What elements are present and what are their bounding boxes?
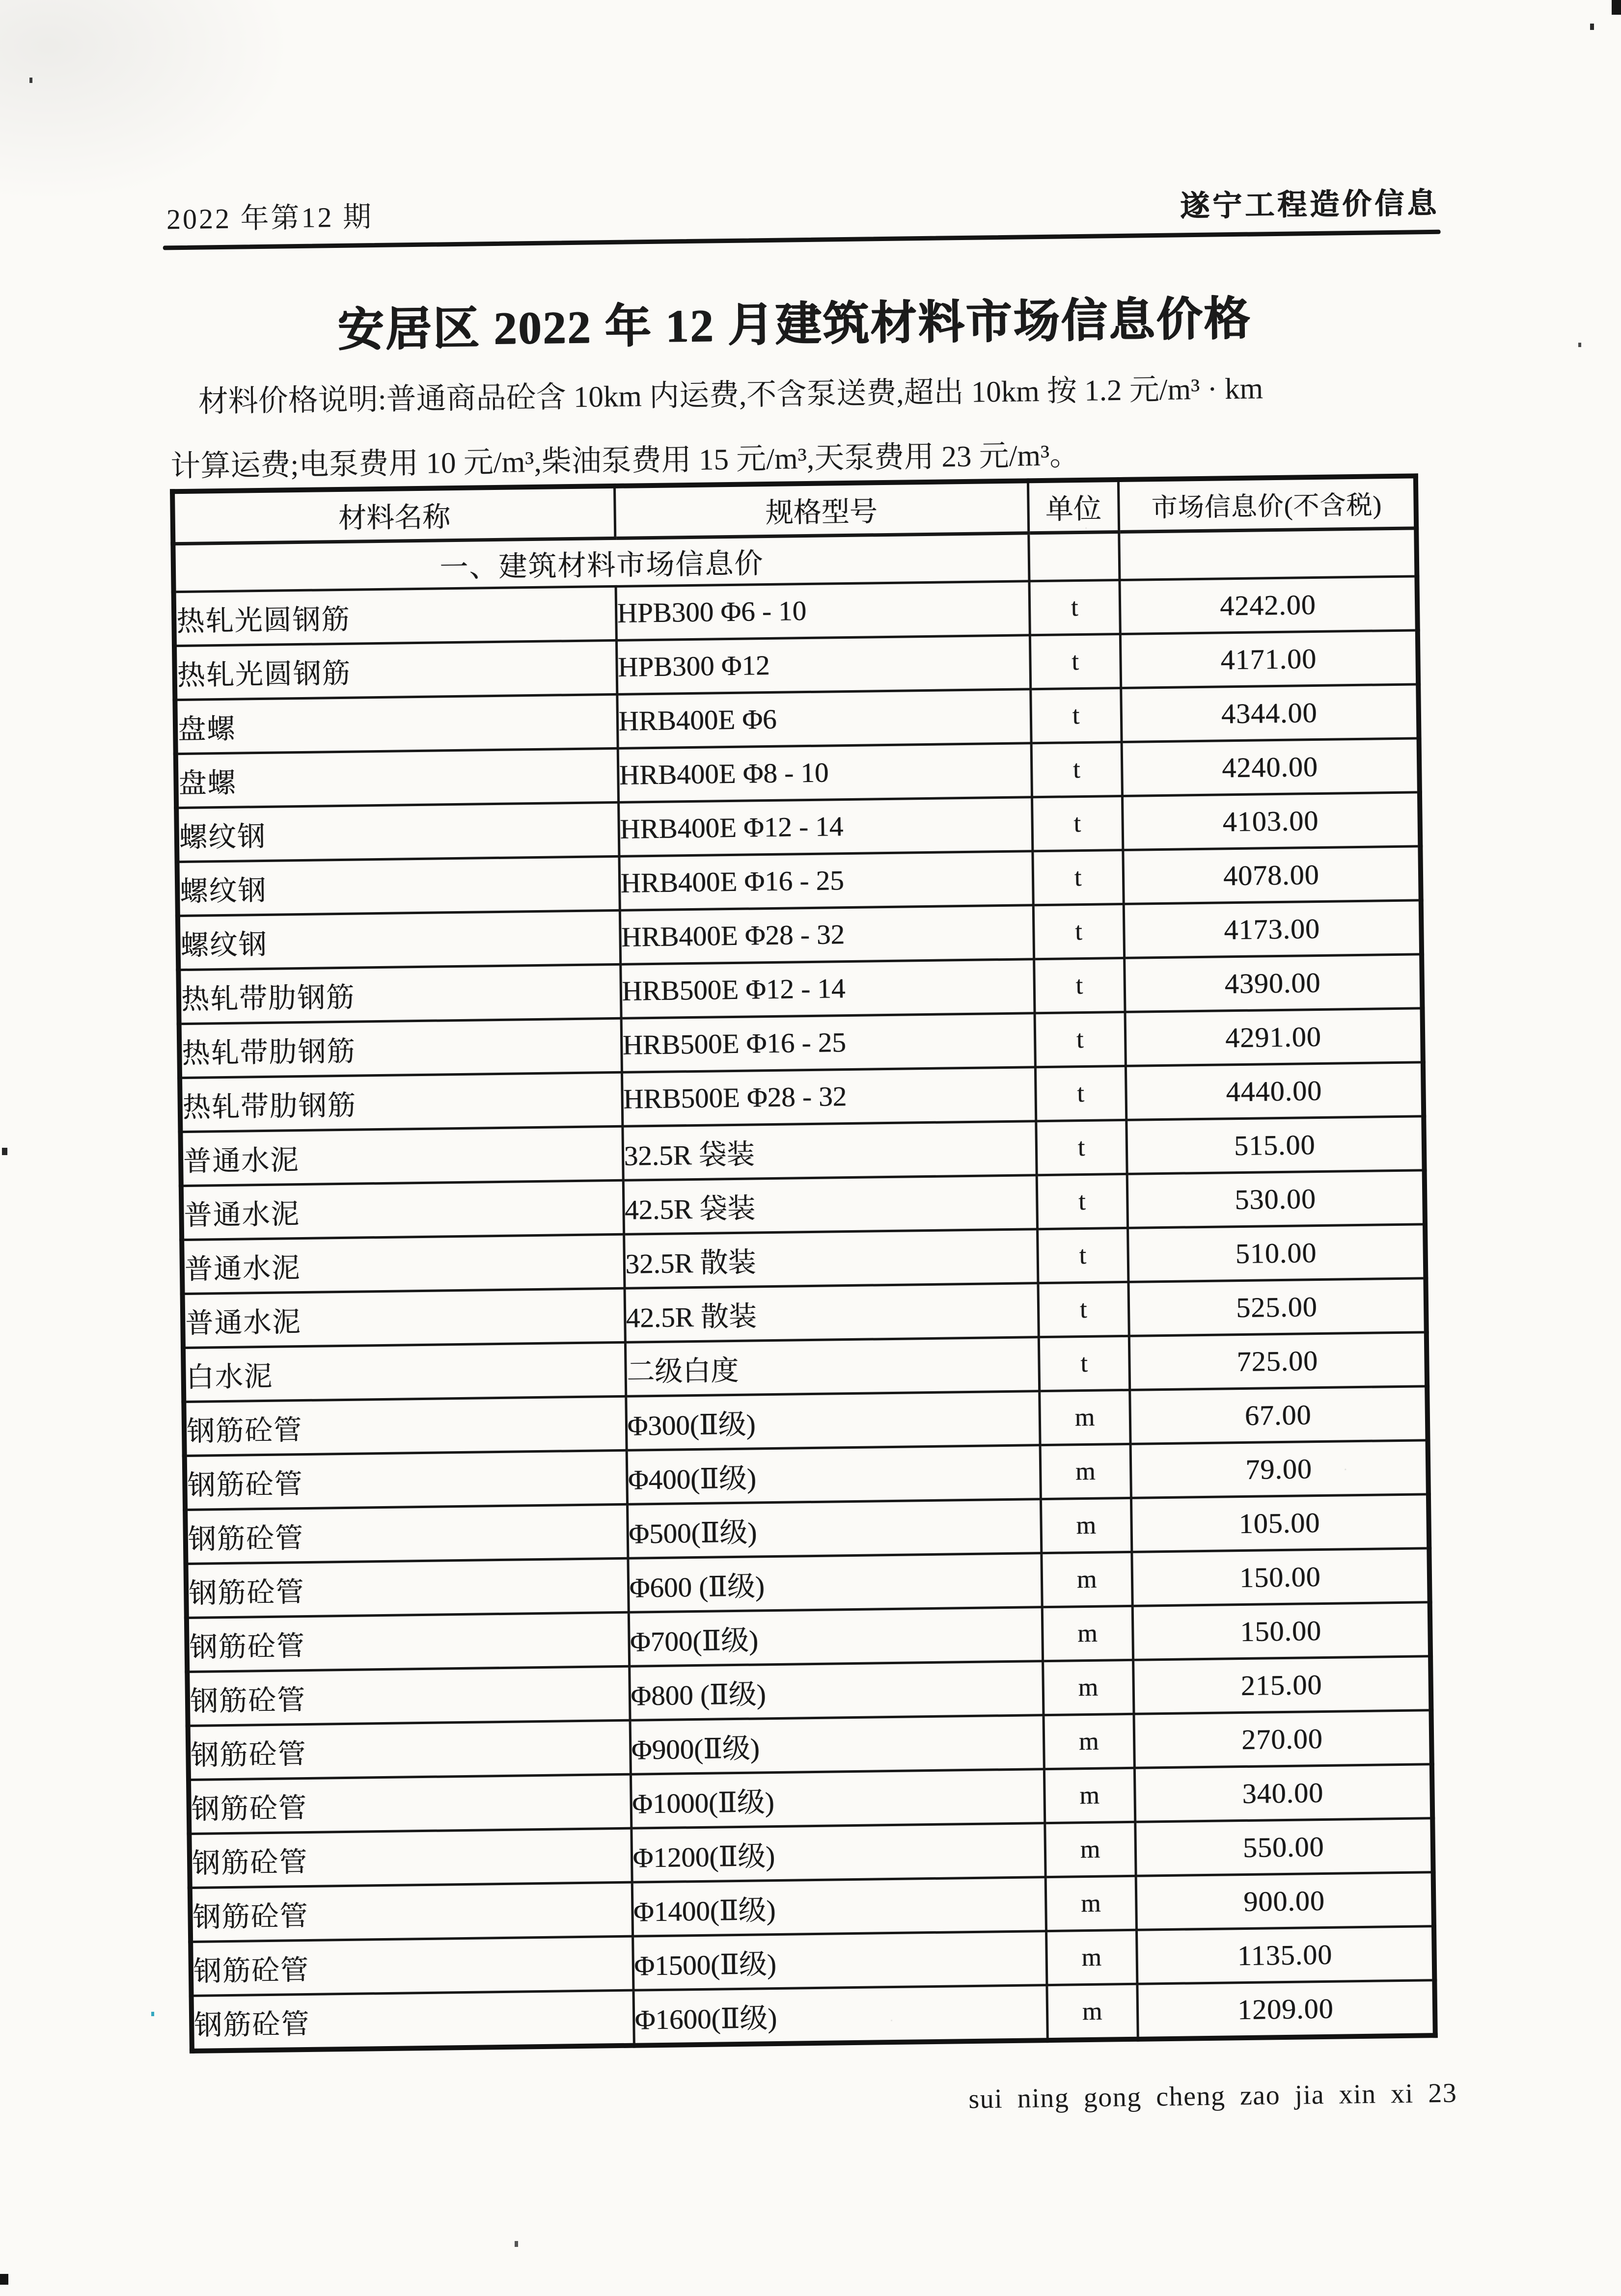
spec-cell: 42.5R 袋装	[623, 1175, 1037, 1235]
spec-cell: Φ1400(Ⅱ级)	[632, 1877, 1046, 1937]
cyan-speck	[151, 2012, 154, 2016]
price-cell: 4171.00	[1120, 630, 1418, 688]
material-name-cell: 热轧光圆钢筋	[174, 586, 616, 646]
price-cell: 1135.00	[1136, 1926, 1434, 1984]
spec-cell: HRB400E Φ12 - 14	[618, 797, 1032, 857]
material-name-cell: 钢筋砼管	[188, 1720, 631, 1780]
price-cell: 215.00	[1133, 1656, 1431, 1714]
unit-cell: m	[1044, 1768, 1135, 1823]
unit-cell: t	[1037, 1174, 1127, 1229]
price-cell: 340.00	[1134, 1764, 1432, 1822]
unit-cell: t	[1039, 1336, 1129, 1391]
material-name-cell: 普通水泥	[181, 1180, 624, 1240]
unit-cell: m	[1040, 1444, 1131, 1499]
unit-cell: m	[1044, 1822, 1135, 1877]
unit-cell: m	[1043, 1660, 1133, 1715]
unit-cell: t	[1033, 904, 1124, 959]
material-name-cell: 钢筋砼管	[190, 1882, 632, 1942]
spec-cell: Φ300(Ⅱ级)	[626, 1391, 1040, 1451]
material-name-cell: 钢筋砼管	[185, 1450, 627, 1510]
price-note-line-1: 材料价格说明:普通商品砼含 10km 内运费,不含泵送费,超出 10km 按 1.2 元/m³ · km	[198, 372, 1264, 419]
price-cell: 67.00	[1129, 1386, 1428, 1444]
spec-cell: Φ900(Ⅱ级)	[630, 1715, 1044, 1775]
price-cell: 4173.00	[1124, 900, 1422, 958]
ink-speck	[515, 2241, 518, 2247]
material-name-cell: 钢筋砼管	[191, 1936, 633, 1996]
column-header-unit: 单位	[1028, 480, 1119, 533]
scan-artifact-bottom-left	[0, 2274, 8, 2285]
spec-cell: 32.5R 散装	[624, 1229, 1038, 1289]
unit-cell: t	[1030, 634, 1121, 689]
price-cell: 105.00	[1131, 1494, 1429, 1552]
unit-cell: m	[1043, 1714, 1134, 1769]
material-name-cell: 热轧带肋钢筋	[178, 964, 621, 1024]
price-cell: 150.00	[1131, 1548, 1429, 1606]
unit-cell: m	[1039, 1390, 1130, 1445]
material-name-cell: 钢筋砼管	[185, 1504, 628, 1564]
material-name-cell: 盘螺	[176, 748, 618, 808]
materials-price-table	[170, 473, 1438, 2053]
unit-cell: m	[1041, 1552, 1132, 1607]
price-cell: 79.00	[1130, 1440, 1429, 1498]
price-cell: 510.00	[1127, 1224, 1426, 1282]
unit-cell: t	[1037, 1228, 1128, 1283]
unit-cell: m	[1046, 1984, 1137, 2040]
spec-cell: Φ1000(Ⅱ级)	[631, 1769, 1044, 1829]
page-title: 安居区 2022 年 12 月建筑材料市场信息价格	[337, 293, 1252, 356]
unit-cell: m	[1046, 1930, 1137, 1985]
spec-cell: HPB300 Φ6 - 10	[616, 581, 1030, 641]
table-body	[173, 528, 1435, 2051]
material-name-cell: 热轧带肋钢筋	[179, 1018, 622, 1078]
material-name-cell: 钢筋砼管	[192, 1990, 634, 2051]
price-cell: 900.00	[1136, 1872, 1434, 1930]
material-name-cell: 钢筋砼管	[184, 1396, 626, 1456]
unit-cell: t	[1031, 742, 1122, 797]
material-name-cell: 螺纹钢	[178, 910, 620, 970]
ink-speck-left-edge	[2, 1148, 7, 1155]
spec-cell: Φ500(Ⅱ级)	[627, 1499, 1041, 1559]
material-name-cell: 白水泥	[183, 1342, 626, 1402]
material-name-cell: 螺纹钢	[176, 802, 619, 862]
price-cell: 515.00	[1126, 1116, 1424, 1174]
ink-speck	[1590, 24, 1594, 30]
price-cell: 4390.00	[1124, 954, 1422, 1012]
spec-cell: Φ400(Ⅱ级)	[627, 1445, 1041, 1505]
column-header-spec: 规格型号	[614, 481, 1028, 538]
material-name-cell: 钢筋砼管	[187, 1612, 629, 1672]
unit-cell: t	[1036, 1120, 1126, 1175]
material-name-cell: 钢筋砼管	[187, 1666, 630, 1726]
unit-cell: t	[1032, 850, 1123, 905]
price-cell: 4103.00	[1122, 792, 1420, 850]
unit-cell: m	[1042, 1606, 1133, 1661]
ink-speck	[1578, 343, 1581, 347]
price-cell: 550.00	[1135, 1818, 1433, 1876]
price-cell: 525.00	[1128, 1278, 1426, 1336]
column-header-price: 市场信息价(不含税)	[1118, 476, 1416, 532]
material-name-cell: 普通水泥	[180, 1126, 623, 1186]
material-name-cell: 普通水泥	[183, 1288, 625, 1348]
material-name-cell: 盘螺	[175, 694, 617, 754]
spec-cell: HRB500E Φ12 - 14	[620, 959, 1034, 1019]
spec-cell: Φ600 (Ⅱ级)	[628, 1553, 1042, 1613]
issue-label: 2022 年第12 期	[166, 201, 374, 236]
ink-speck	[29, 78, 32, 83]
spec-cell: 42.5R 散装	[625, 1283, 1039, 1343]
spec-cell: 二级白度	[625, 1337, 1039, 1397]
price-cell: 4344.00	[1121, 684, 1419, 742]
spec-cell: HRB400E Φ8 - 10	[618, 743, 1032, 803]
unit-cell: m	[1041, 1498, 1131, 1553]
price-cell: 725.00	[1129, 1332, 1427, 1390]
spec-cell: HRB400E Φ6	[617, 689, 1031, 749]
spec-cell: 32.5R 袋装	[622, 1121, 1036, 1181]
footer-text: sui ning gong cheng zao jia xin xi 23	[968, 2078, 1457, 2115]
price-cell: 1209.00	[1137, 1980, 1435, 2039]
unit-cell: m	[1045, 1876, 1136, 1931]
price-cell: 4078.00	[1123, 846, 1421, 904]
page-footer	[927, 2078, 1457, 2116]
scan-artifact-top-right	[1612, 0, 1621, 15]
price-cell: 4291.00	[1125, 1008, 1423, 1066]
material-name-cell: 热轧光圆钢筋	[174, 640, 617, 700]
spec-cell: Φ1200(Ⅱ级)	[631, 1823, 1045, 1883]
spec-cell: HRB500E Φ16 - 25	[621, 1013, 1035, 1073]
unit-cell: t	[1032, 796, 1123, 851]
spec-cell: HRB400E Φ16 - 25	[619, 851, 1033, 911]
unit-cell: t	[1029, 580, 1120, 635]
spec-cell: Φ1500(Ⅱ级)	[632, 1931, 1046, 1991]
material-name-cell: 普通水泥	[182, 1234, 624, 1294]
material-name-cell: 螺纹钢	[177, 856, 620, 916]
masthead	[166, 180, 1439, 238]
journal-title: 遂宁工程造价信息	[1180, 187, 1440, 223]
price-cell: 4240.00	[1122, 738, 1420, 796]
unit-cell: t	[1035, 1066, 1126, 1121]
spec-cell: HPB300 Φ12	[616, 635, 1030, 695]
unit-cell: t	[1035, 1012, 1126, 1067]
column-header-material: 材料名称	[172, 486, 615, 544]
unit-cell: t	[1034, 958, 1125, 1013]
spec-cell: Φ1600(Ⅱ级)	[633, 1985, 1047, 2046]
material-name-cell: 钢筋砼管	[186, 1558, 628, 1618]
material-name-cell: 热轧带肋钢筋	[180, 1072, 622, 1132]
price-note-line-2: 计算运费;电泵费用 10 元/m³,柴油泵费用 15 元/m³,天泵费用 23 元/m³。	[170, 439, 1080, 484]
spec-cell: HRB400E Φ28 - 32	[620, 905, 1034, 965]
section-empty-price-cell	[1119, 528, 1417, 580]
section-label: 一、建筑材料市场信息价	[173, 533, 1029, 592]
price-cell: 270.00	[1133, 1710, 1431, 1768]
spec-cell: Φ800 (Ⅱ级)	[629, 1661, 1043, 1721]
material-name-cell: 钢筋砼管	[189, 1828, 632, 1888]
spec-cell: HRB500E Φ28 - 32	[622, 1067, 1036, 1127]
price-cell: 530.00	[1127, 1170, 1425, 1228]
material-name-cell: 钢筋砼管	[189, 1774, 631, 1834]
price-cell: 4440.00	[1126, 1062, 1424, 1120]
unit-cell: t	[1030, 688, 1121, 743]
spec-cell: Φ700(Ⅱ级)	[629, 1607, 1043, 1667]
unit-cell: t	[1038, 1282, 1128, 1337]
price-cell: 4242.00	[1119, 576, 1417, 634]
section-empty-unit-cell	[1028, 532, 1119, 581]
price-cell: 150.00	[1132, 1602, 1430, 1660]
